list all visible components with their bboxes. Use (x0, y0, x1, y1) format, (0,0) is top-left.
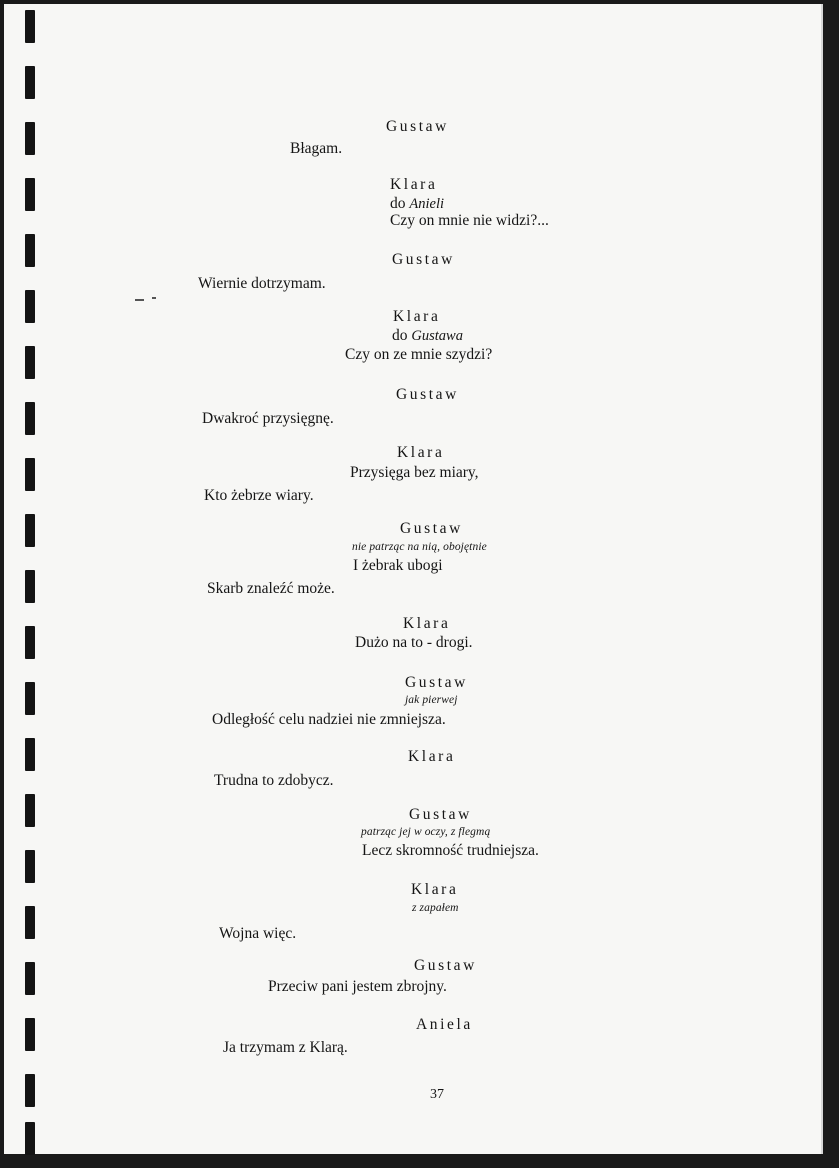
speaker-name: Klara (390, 176, 438, 193)
binding-hole (25, 514, 35, 547)
speaker-name: Gustaw (400, 520, 463, 537)
dialogue-line: I żebrak ubogi (353, 557, 443, 574)
binding-hole (25, 10, 35, 43)
speaker-name: Gustaw (409, 806, 472, 823)
binding-hole (25, 570, 35, 603)
speaker-name: Klara (393, 308, 441, 325)
dialogue-line: Dużo na to - drogi. (355, 634, 473, 651)
speaker-name: Gustaw (414, 957, 477, 974)
scan-mark (152, 297, 156, 299)
binding-hole (25, 66, 35, 99)
binding-hole (25, 1122, 35, 1155)
stage-direction-name: Gustawa (411, 328, 463, 344)
speaker-name: Gustaw (396, 386, 459, 403)
dialogue-line: Odległość celu nadziei nie zmniejsza. (212, 711, 446, 728)
binding-hole (25, 290, 35, 323)
binding-hole (25, 178, 35, 211)
stage-direction-prefix: do (390, 195, 406, 212)
spiral-binding (0, 0, 40, 1168)
binding-hole (25, 122, 35, 155)
speaker-name: Gustaw (392, 251, 455, 268)
speaker-name: Klara (397, 444, 445, 461)
dialogue-line: Kto żebrze wiary. (204, 487, 314, 504)
stage-direction: nie patrząc na nią, obojętnie (352, 541, 487, 553)
speaker-name: Klara (411, 881, 459, 898)
stage-direction: z zapałem (412, 902, 459, 914)
stage-direction (392, 328, 463, 344)
dialogue-line: Czy on ze mnie szydzi? (345, 346, 493, 363)
stage-direction (390, 196, 444, 212)
binding-hole (25, 738, 35, 771)
dialogue-line: Błagam. (290, 140, 343, 157)
dialogue-line: Lecz skromność trudniejsza. (362, 842, 539, 859)
speaker-name: Klara (408, 748, 456, 765)
stage-direction: jak pierwej (405, 694, 458, 706)
binding-hole (25, 234, 35, 267)
speaker-name: Aniela (416, 1016, 473, 1033)
dialogue-line: Skarb znaleźć może. (207, 580, 335, 597)
binding-hole (25, 962, 35, 995)
dialogue-line: Trudna to zdobycz. (214, 772, 334, 789)
speaker-name: Klara (403, 615, 451, 632)
binding-hole (25, 682, 35, 715)
binding-hole (25, 458, 35, 491)
dialogue-line: Dwakroć przysięgnę. (202, 410, 334, 427)
scan-mark (135, 299, 144, 301)
stage-direction: patrząc jej w oczy, z flegmą (361, 826, 491, 838)
binding-hole (25, 402, 35, 435)
binding-hole (25, 794, 35, 827)
dialogue-line: Wiernie dotrzymam. (198, 275, 326, 292)
dialogue-line: Czy on mnie nie widzi?... (390, 212, 549, 229)
dialogue-line: Ja trzymam z Klarą. (223, 1039, 348, 1056)
binding-hole (25, 1074, 35, 1107)
binding-hole (25, 906, 35, 939)
dialogue-line: Przysięga bez miary, (350, 464, 479, 481)
page-number: 37 (430, 1087, 444, 1102)
binding-hole (25, 626, 35, 659)
speaker-name: Gustaw (405, 674, 468, 691)
stage-direction-name: Anieli (409, 196, 445, 212)
binding-hole (25, 850, 35, 883)
binding-hole (25, 1018, 35, 1051)
dialogue-line: Przeciw pani jestem zbrojny. (268, 978, 447, 995)
stage-direction-prefix: do (392, 327, 408, 344)
dialogue-line: Wojna więc. (219, 925, 297, 942)
speaker-name: Gustaw (386, 118, 449, 135)
binding-hole (25, 346, 35, 379)
